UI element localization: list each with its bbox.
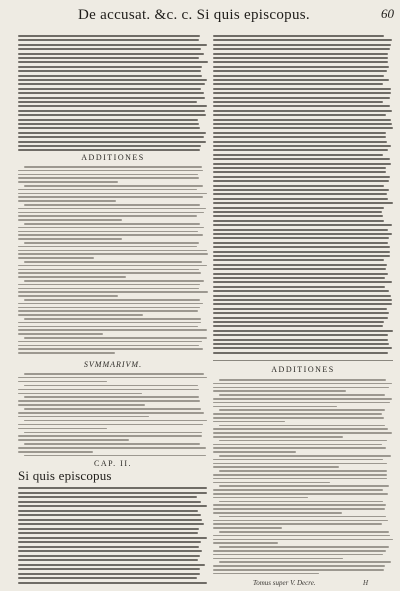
text-line — [213, 136, 386, 138]
text-line — [213, 61, 388, 63]
text-line — [213, 334, 388, 336]
text-line — [213, 127, 393, 129]
text-line — [213, 259, 384, 261]
text-line — [18, 101, 197, 103]
text-line — [18, 381, 107, 383]
text-line — [213, 273, 388, 275]
text-line — [213, 202, 393, 204]
text-line — [219, 394, 385, 396]
text-line — [18, 550, 202, 552]
text-line — [18, 404, 145, 406]
text-line — [24, 242, 199, 244]
text-line — [213, 97, 390, 99]
text-line — [213, 493, 388, 495]
text-line — [24, 373, 204, 375]
text-line — [18, 57, 199, 59]
text-line — [213, 428, 388, 430]
additiones-notes-block-right — [213, 378, 393, 574]
text-line — [213, 520, 388, 522]
text-line — [219, 425, 385, 427]
text-line — [18, 193, 207, 195]
text-line — [18, 234, 203, 236]
text-line — [18, 492, 207, 494]
text-line — [18, 231, 198, 233]
text-line — [18, 92, 204, 94]
text-line — [213, 558, 343, 560]
text-line — [213, 569, 384, 571]
text-line — [24, 318, 201, 320]
text-line — [213, 554, 383, 556]
text-line — [213, 489, 383, 491]
text-line — [24, 280, 204, 282]
text-line — [18, 200, 116, 202]
text-line — [18, 250, 207, 252]
text-line — [219, 470, 387, 472]
signature-mark-right: H — [363, 579, 369, 587]
text-line — [18, 105, 207, 107]
text-line — [18, 564, 205, 566]
text-line — [213, 123, 392, 125]
text-line — [213, 339, 388, 341]
text-line — [18, 177, 199, 179]
text-line — [18, 352, 115, 354]
text-line — [213, 390, 346, 392]
text-line — [213, 459, 383, 461]
text-line — [219, 409, 385, 411]
text-line — [24, 223, 200, 225]
text-line — [18, 307, 200, 309]
text-line — [18, 136, 204, 138]
text-line — [213, 70, 387, 72]
text-line — [213, 527, 282, 529]
text-line — [213, 413, 382, 415]
text-line — [18, 568, 200, 570]
text-line — [213, 482, 330, 484]
summarium-block — [18, 372, 208, 456]
chapter-title: Si quis episcopus — [18, 468, 112, 483]
text-line — [18, 212, 204, 214]
text-line — [213, 211, 382, 213]
text-line — [213, 189, 389, 191]
text-line — [18, 582, 207, 584]
text-line — [18, 145, 201, 147]
text-line — [18, 246, 197, 248]
text-line — [213, 251, 390, 253]
text-line — [213, 215, 383, 217]
text-line — [24, 204, 200, 206]
text-line — [24, 385, 198, 387]
text-line — [18, 127, 200, 129]
text-line — [219, 531, 389, 533]
text-line — [24, 299, 200, 301]
text-line — [24, 185, 203, 187]
text-line — [18, 303, 203, 305]
text-line — [18, 510, 198, 512]
text-line — [18, 377, 207, 379]
text-line — [18, 559, 198, 561]
text-line — [18, 83, 205, 85]
text-line — [18, 276, 126, 278]
text-line — [18, 501, 201, 503]
additiones-heading-left: ADDITIONES — [81, 153, 145, 162]
signature-mark-left: Tomus super V. Decre. — [253, 579, 316, 587]
text-line — [18, 141, 206, 143]
text-line — [18, 269, 199, 271]
text-line — [24, 455, 206, 457]
text-line — [18, 341, 202, 343]
text-line — [24, 166, 202, 168]
text-line — [18, 35, 200, 37]
chapter-heading: CAP. II. — [93, 459, 132, 468]
text-line — [18, 435, 202, 437]
text-line — [213, 421, 285, 423]
text-line — [18, 523, 204, 525]
text-line — [18, 447, 206, 449]
text-line — [18, 75, 202, 77]
text-line — [18, 132, 206, 134]
text-line — [18, 348, 203, 350]
text-line — [213, 75, 384, 77]
text-line — [219, 455, 391, 457]
text-line — [213, 402, 390, 404]
text-line — [213, 114, 386, 116]
additiones-notes-block — [18, 165, 208, 355]
text-line — [213, 508, 385, 510]
text-line — [213, 387, 389, 389]
gloss-text-block — [213, 34, 393, 354]
text-line — [18, 537, 207, 539]
text-line — [18, 174, 198, 176]
text-line — [213, 317, 388, 319]
text-line — [18, 288, 199, 290]
text-line — [18, 66, 202, 68]
text-line — [213, 512, 342, 514]
text-line — [213, 180, 389, 182]
text-line — [18, 149, 200, 151]
text-line — [213, 352, 388, 354]
text-line — [18, 546, 199, 548]
text-line — [213, 35, 384, 37]
text-line — [213, 88, 391, 90]
text-line — [18, 424, 203, 426]
text-line — [18, 119, 198, 121]
text-line — [24, 443, 200, 445]
body-text-block — [18, 34, 208, 154]
text-line — [18, 519, 202, 521]
text-line — [219, 379, 386, 381]
text-line — [18, 416, 149, 418]
text-line — [213, 224, 392, 226]
text-line — [213, 167, 386, 169]
running-title: De accusat. &c. c. Si quis episcopus. — [78, 7, 310, 23]
text-line — [18, 215, 197, 217]
text-line — [18, 114, 206, 116]
text-line — [213, 308, 387, 310]
text-line — [18, 329, 207, 331]
text-line — [18, 295, 118, 297]
text-line — [213, 119, 391, 121]
text-line — [213, 417, 384, 419]
text-line — [213, 246, 390, 248]
text-line — [213, 237, 389, 239]
text-line — [18, 208, 206, 210]
text-line — [213, 110, 392, 112]
text-line — [213, 290, 389, 292]
text-line — [24, 261, 202, 263]
text-line — [213, 207, 384, 209]
text-line — [18, 412, 204, 414]
text-line — [18, 577, 197, 579]
text-line — [213, 198, 388, 200]
text-line — [18, 496, 197, 498]
running-header — [24, 3, 394, 29]
text-line — [18, 487, 207, 489]
text-line — [213, 44, 391, 46]
text-line — [213, 83, 383, 85]
text-line — [213, 264, 387, 266]
text-line — [213, 220, 384, 222]
text-line — [213, 295, 391, 297]
text-line — [213, 432, 392, 434]
text-line — [213, 48, 390, 50]
text-line — [213, 277, 385, 279]
text-line — [18, 265, 207, 267]
text-line — [213, 255, 390, 257]
text-line — [18, 123, 199, 125]
text-line — [18, 284, 200, 286]
text-line — [213, 268, 386, 270]
text-line — [213, 154, 383, 156]
text-line — [213, 92, 391, 94]
text-line — [18, 291, 208, 293]
text-line — [18, 44, 207, 46]
chapter-body-block — [18, 486, 208, 586]
text-line — [213, 149, 388, 151]
text-line — [213, 474, 387, 476]
text-line — [213, 406, 337, 408]
text-line — [213, 79, 389, 81]
text-line — [213, 463, 387, 465]
text-line — [219, 501, 383, 503]
text-line — [213, 542, 278, 544]
text-line — [213, 447, 386, 449]
text-line — [18, 79, 207, 81]
text-line — [213, 171, 386, 173]
text-line — [18, 97, 205, 99]
text-line — [213, 176, 390, 178]
text-line — [213, 53, 388, 55]
text-line — [18, 39, 199, 41]
text-line — [213, 398, 392, 400]
text-line — [213, 312, 389, 314]
text-line — [18, 181, 118, 183]
text-line — [213, 504, 386, 506]
text-line — [18, 532, 198, 534]
text-line — [18, 196, 203, 198]
text-line — [213, 229, 388, 231]
text-line — [24, 396, 199, 398]
text-line — [18, 272, 201, 274]
text-line — [18, 505, 207, 507]
text-line — [213, 286, 385, 288]
text-line — [213, 436, 343, 438]
text-line — [213, 66, 389, 68]
text-line — [213, 57, 388, 59]
text-line — [18, 541, 201, 543]
text-line — [213, 145, 391, 147]
text-line — [213, 573, 319, 575]
text-line — [213, 141, 387, 143]
text-line — [213, 101, 383, 103]
text-line — [18, 528, 199, 530]
text-line — [18, 219, 122, 221]
text-line — [213, 497, 308, 499]
text-line — [213, 193, 387, 195]
text-line — [213, 321, 384, 323]
text-line — [213, 132, 386, 134]
text-line — [18, 322, 201, 324]
text-line — [213, 185, 384, 187]
text-line — [18, 227, 204, 229]
text-line — [219, 516, 386, 518]
text-line — [213, 281, 392, 283]
text-line — [24, 432, 202, 434]
text-line — [213, 105, 390, 107]
text-line — [18, 555, 200, 557]
folio-number: 60 — [381, 6, 394, 21]
text-line — [18, 238, 122, 240]
text-line — [24, 420, 207, 422]
text-line — [213, 478, 387, 480]
text-line — [213, 347, 392, 349]
text-line — [18, 70, 201, 72]
text-line — [213, 242, 388, 244]
text-line — [18, 110, 205, 112]
text-line — [18, 428, 107, 430]
text-line — [213, 451, 296, 453]
text-line — [213, 158, 390, 160]
text-line — [219, 440, 387, 442]
section-rule — [213, 360, 393, 361]
additiones-heading-right: ADDITIONES — [271, 365, 335, 374]
text-line — [213, 565, 385, 567]
text-line — [213, 233, 392, 235]
text-line — [18, 393, 142, 395]
text-line — [213, 550, 386, 552]
text-line — [18, 257, 94, 259]
text-line — [18, 48, 201, 50]
text-line — [213, 330, 393, 332]
text-line — [18, 439, 129, 441]
text-line — [18, 573, 200, 575]
text-line — [219, 546, 389, 548]
text-line — [213, 39, 392, 41]
text-line — [24, 408, 201, 410]
text-line — [213, 383, 392, 385]
text-line — [18, 389, 199, 391]
text-line — [18, 451, 93, 453]
text-line — [18, 314, 143, 316]
text-line — [213, 535, 390, 537]
text-line — [18, 170, 203, 172]
text-line — [213, 343, 389, 345]
text-line — [213, 523, 382, 525]
text-line — [213, 539, 393, 541]
text-line — [18, 53, 204, 55]
text-line — [213, 325, 383, 327]
text-line — [18, 189, 197, 191]
text-line — [219, 485, 389, 487]
text-line — [18, 61, 208, 63]
text-line — [18, 326, 198, 328]
text-line — [219, 561, 391, 563]
text-line — [18, 400, 200, 402]
text-line — [213, 444, 382, 446]
text-line — [18, 310, 198, 312]
text-line — [18, 345, 199, 347]
text-line — [213, 466, 339, 468]
text-line — [213, 303, 392, 305]
text-line — [18, 253, 208, 255]
text-line — [18, 88, 201, 90]
summarium-heading: SVMMARIVM. — [83, 360, 143, 369]
text-line — [213, 299, 392, 301]
text-line — [213, 163, 391, 165]
text-line — [18, 514, 201, 516]
text-line — [18, 333, 103, 335]
text-line — [24, 337, 207, 339]
